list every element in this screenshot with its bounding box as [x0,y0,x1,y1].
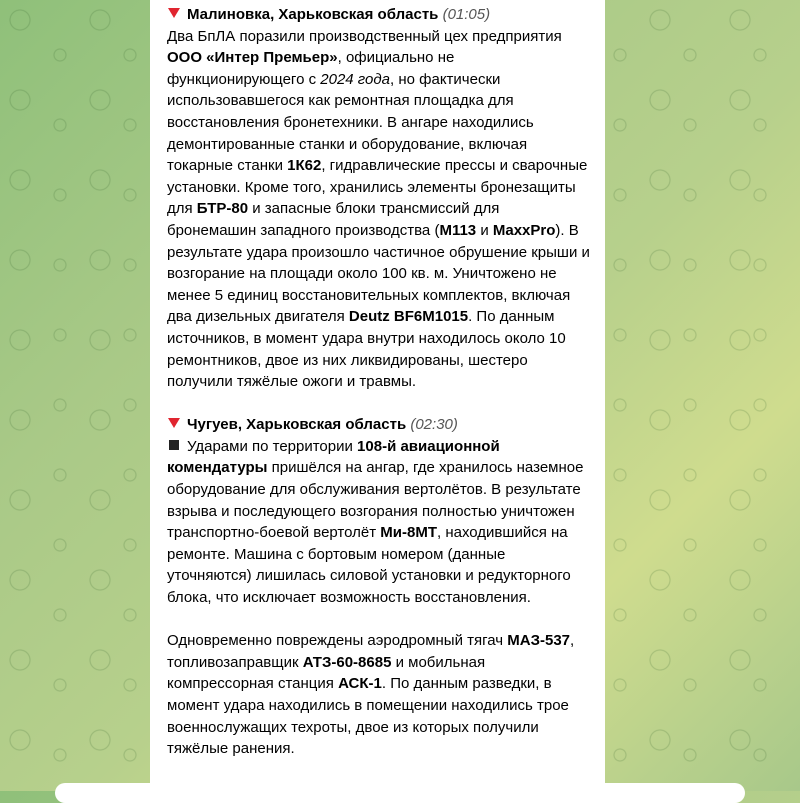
item1-heading: Малиновка, Харьковская область [187,6,439,23]
bold-text: 108-й авиационной комендатуры [167,437,500,477]
item2-time: (02:30) [410,416,458,434]
item2-followup [167,632,574,757]
message-bubble [150,0,605,791]
item2-paragraph [167,414,592,608]
text-run: . По данным источников, в момент удара внутри находилось около 10 ремонтников, двое из них ликвидированы, шестеро получили тяжёлые ожоги и травмы. [167,308,566,391]
red-triangle-down-icon [168,8,180,18]
red-triangle-down-icon [168,418,180,428]
item2-heading: Чугуев, Харьковская область [187,416,407,434]
bold-text: АСК-1 [338,675,382,693]
paragraph-spacer [167,609,592,631]
text-run: , гидравлические прессы и сварочные установки. Кроме того, хранились элементы бронезащиты для [167,157,588,218]
text-run: Ударами по территории [187,437,358,455]
bold-text: MaxxPro [492,221,556,239]
text-run: ). В результате удара произошло частичное обрушение крыши и возгорание на площади около 100 кв. м. Уничтожено не менее 5 единиц восстановительных комплектов, включая два дизельных двигателя [167,221,590,326]
channel-post-text [167,4,592,760]
bold-text: Deutz BF6M1015 [348,308,469,326]
text-run: , топливозаправщик [167,632,575,671]
bold-text: БТР-80 [196,200,249,218]
text-run: , официально не функционирующего с [167,49,455,88]
bold-text: 1К62 [287,157,322,175]
paragraph-spacer [167,393,592,415]
text-run: Два БпЛА поразили производственный цех предприятия [167,27,562,45]
text-run: и [476,221,493,239]
item1-body [167,28,590,391]
italic-text: 2024 года [320,70,391,88]
item2-body [167,438,583,606]
text-run: , находившийся на ремонте. Машина с бортовым номером (данные уточняются) лишилась силовой установки и редукторного блока, что исключает возможность восстановления. [167,524,571,607]
bold-text: ООО «Интер Премьер» [167,49,338,67]
text-run: и мобильная компрессорная станция [167,653,486,693]
black-square-icon [169,440,179,450]
text-run: . По данным разведки, в момент удара находились в помещении находились трое военнослужащих техроты, двое из которых получили тяжёлые ранения. [167,675,569,758]
bold-text: M113 [439,221,477,239]
bold-text: Ми-8МТ [380,524,437,542]
text-run: , но фактически использовавшегося как ремонтная площадка для восстановления бронетехники. В ангаре находились демонтированные станки и оборудование, включая токарные станки [167,70,534,175]
text-run: пришёлся на ангар, где хранилось наземное оборудование для обслуживания вертолётов. В результате взрыва и последующего возгорания полностью уничтожен транспортно-боевой вертолёт [167,459,584,542]
text-run: и запасные блоки трансмиссий для бронемашин западного производства ( [167,200,500,239]
bold-text: МАЗ-537 [507,632,571,650]
bold-text: АТЗ-60-8685 [302,653,392,671]
message-input-bar[interactable] [55,783,745,803]
text-run: Одновременно повреждены аэродромный тягач [167,632,508,650]
item1-paragraph [167,4,592,393]
item2-followup-paragraph [167,630,592,760]
item1-time: (01:05) [442,6,491,23]
